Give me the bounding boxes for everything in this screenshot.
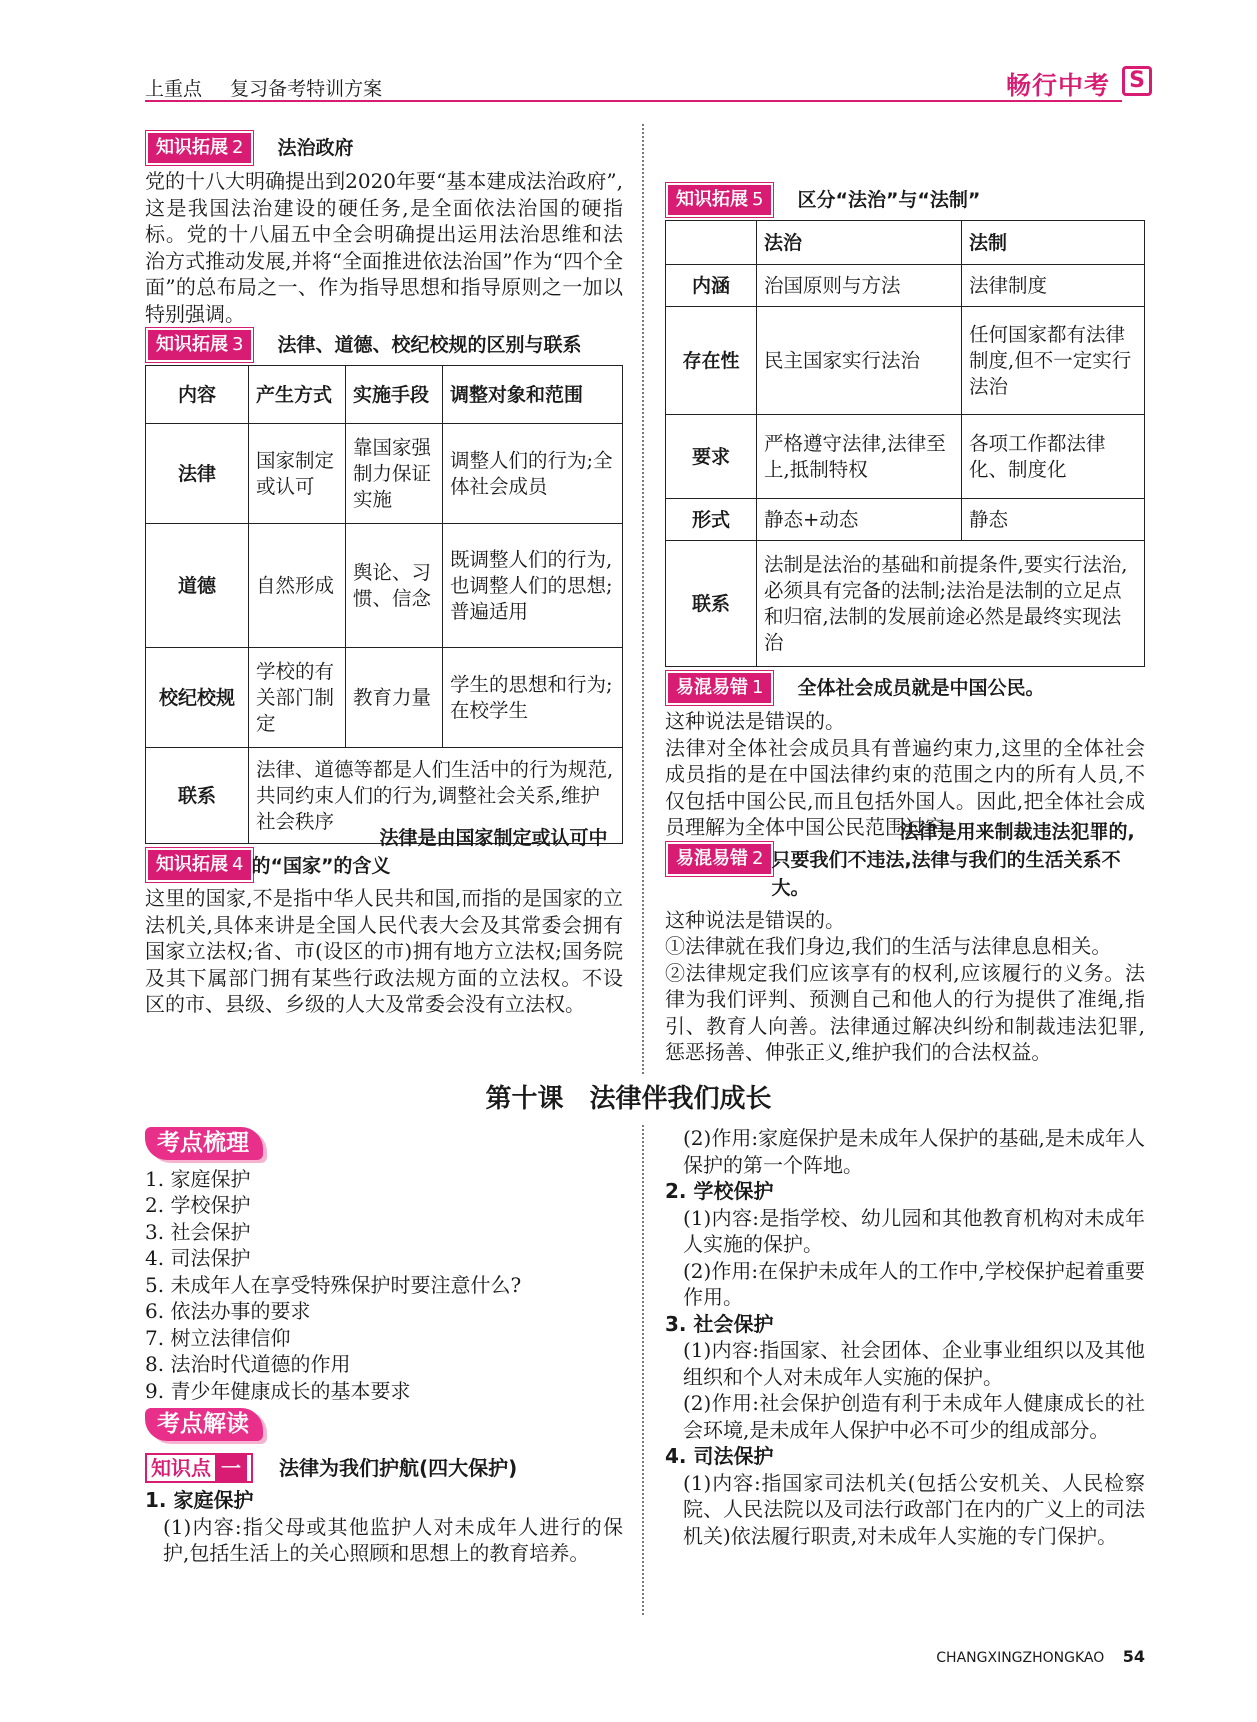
table-cell: 舆论、习惯、信念 (346, 524, 443, 648)
ext2-body: 党的十八大明确提出到2020年要“基本建成法治政府”,这是我国法治建设的硬任务,是全面依法治国的硬指标。党的十八届五中全会明确提出运用法治思维和法治方式推动发展,并将“全面推进依法治国”作为“四个全面”的总布局之一、作为指导思想和指导原则之一加以特别强调。 (145, 169, 623, 326)
left-column-top (145, 130, 623, 1018)
outline-list (145, 1166, 623, 1405)
table-row (666, 415, 1145, 499)
left-column-bottom (145, 1125, 623, 1567)
ext-tag: 知识拓展 5 (668, 185, 771, 215)
section-heading: 1. 家庭保护 (145, 1488, 254, 1512)
page-number: 54 (1122, 1647, 1145, 1666)
knowledge-point-heading (145, 1453, 623, 1484)
knowledge-point-badge: 知识点 一 (145, 1453, 253, 1484)
err2-p1: 这种说法是错误的。 (665, 907, 845, 932)
table-cell: 校纪校规 (146, 648, 249, 748)
ext4-body: 这里的国家,不是指中华人民共和国,而指的是国家的立法机关,具体来讲是全国人民代表大会及其常委会拥有国家立法权;省、市(设区的市)拥有地方立法权;国务院及其下属部门拥有某些行政法规方面的立法权。不设区的市、县级、乡级的人大及常委会没有立法权。 (145, 886, 623, 1016)
brand-name: 畅行中考 (1005, 71, 1110, 100)
list-item: 2. 学校保护 (145, 1193, 251, 1217)
page-header (145, 62, 1152, 102)
err-tag: 易混易错 1 (668, 673, 771, 703)
list-item: 3. 社会保护 (145, 1219, 251, 1244)
column-divider-top (642, 124, 644, 1074)
section-heading: 2. 学校保护 (665, 1179, 774, 1203)
err1-title: 全体社会成员就是中国公民。 (797, 676, 1045, 699)
footer-text: CHANGXINGZHONGKAO (936, 1650, 1105, 1666)
section-text: (1)内容:指国家司法机关(包括公安机关、人民检察院、人民法院以及司法行政部门在内的广义上的司法机关)依法履行职责,对未成年人实施的专门保护。 (683, 1470, 1145, 1548)
table-row (666, 499, 1145, 541)
table-row (146, 524, 623, 648)
err2-p2: ①法律就在我们身边,我们的生活与法律息息相关。 (665, 934, 1112, 958)
list-item: 9. 青少年健康成长的基本要求 (145, 1378, 411, 1403)
table-header: 调整对象和范围 (443, 366, 623, 424)
header-subtitle: 复习备考特训方案 (230, 78, 383, 100)
ext4-title: 法律是由国家制定或认可中的“国家”的含义 (251, 827, 608, 877)
section-text: (1)内容:指国家、社会团体、企业事业组织以及其他组织和个人对未成年人实施的保护。 (683, 1338, 1145, 1389)
ext-tag: 知识拓展 2 (148, 133, 251, 163)
list-item: 8. 法治时代道德的作用 (145, 1352, 351, 1376)
table-cell: 各项工作都法律化、制度化 (962, 415, 1145, 499)
ext4-heading (145, 827, 623, 880)
table-cell: 形式 (666, 499, 757, 541)
table-cell: 学生的思想和行为;在校学生 (443, 648, 623, 748)
section-text: (1)内容:指父母或其他监护人对未成年人进行的保护,包括生活上的关心照顾和思想上的教育培养。 (163, 1514, 623, 1565)
right-column-top (665, 182, 1145, 1066)
header-series: 上重点 (145, 78, 203, 100)
section-heading: 4. 司法保护 (665, 1444, 774, 1468)
knowledge-point-title: 法律为我们护航(四大保护) (279, 1455, 518, 1480)
rule-of-law-table (665, 220, 1145, 667)
brand-logo: S (1122, 66, 1152, 96)
table-header: 法制 (962, 221, 1145, 265)
table-cell: 国家制定或认可 (249, 424, 346, 524)
list-item: 5. 未成年人在享受特殊保护时要注意什么? (145, 1272, 522, 1297)
table-cell: 联系 (666, 541, 757, 667)
section-text: (1)内容:是指学校、幼儿园和其他教育机构对未成年人实施的保护。 (683, 1205, 1145, 1256)
header-rule (145, 100, 1122, 102)
list-item: 1. 家庭保护 (145, 1166, 251, 1191)
table-cell: 法制是法治的基础和前提条件,要实行法治,必须具有完备的法制;法治是法制的立足点和归宿,法制的发展前途必然是最终实现法治 (757, 541, 1145, 667)
table-header: 法治 (757, 221, 962, 265)
table-cell: 民主国家实行法治 (757, 307, 962, 415)
table-cell: 靠国家强制力保证实施 (346, 424, 443, 524)
ext5-heading (665, 185, 1145, 215)
table-cell: 自然形成 (249, 524, 346, 648)
table-cell: 治国原则与方法 (757, 265, 962, 307)
ext3-title: 法律、道德、校纪校规的区别与联系 (277, 333, 582, 356)
err1-heading (665, 673, 1145, 703)
section-heading: 3. 社会保护 (665, 1311, 774, 1336)
section-text: (2)作用:家庭保护是未成年人保护的基础,是未成年人保护的第一个阵地。 (683, 1126, 1145, 1177)
table-cell: 严格遵守法律,法律至上,抵制特权 (757, 415, 962, 499)
section-text: (2)作用:社会保护创造有利于未成年人健康成长的社会环境,是未成年人保护中必不可少的组成部分。 (683, 1391, 1145, 1442)
header-left (145, 74, 404, 101)
ext3-heading (145, 330, 623, 360)
ext5-title: 区分“法治”与“法制” (797, 188, 981, 211)
table-row (146, 424, 623, 524)
law-moral-table (145, 365, 623, 844)
table-cell: 任何国家都有法律制度,但不一定实行法治 (962, 307, 1145, 415)
err1-p1: 这种说法是错误的。 (665, 709, 845, 733)
table-header: 产生方式 (249, 366, 346, 424)
err-tag: 易混易错 2 (668, 844, 771, 874)
interp-label: 考点解读 (145, 1408, 263, 1441)
table-cell: 既调整人们的行为,也调整人们的思想;普遍适用 (443, 524, 623, 648)
table-cell: 法律 (146, 424, 249, 524)
table-cell: 联系 (146, 748, 249, 844)
table-row (146, 648, 623, 748)
table-cell: 教育力量 (346, 648, 443, 748)
outline-label: 考点梳理 (145, 1127, 263, 1160)
column-divider-bottom (642, 1125, 644, 1615)
table-row (666, 307, 1145, 415)
table-row (666, 541, 1145, 667)
err2-title: 法律是用来制裁违法犯罪的,只要我们不违法,法律与我们的生活关系不大。 (771, 820, 1135, 899)
table-header: 实施手段 (346, 366, 443, 424)
table-cell: 内涵 (666, 265, 757, 307)
table-cell: 存在性 (666, 307, 757, 415)
lesson-title: 第十课 法律伴我们成长 (485, 1084, 772, 1114)
ext2-heading (145, 133, 623, 163)
ext2-title: 法治政府 (277, 136, 354, 159)
ext-tag: 知识拓展 4 (148, 850, 251, 880)
table-header (666, 221, 757, 265)
table-cell: 道德 (146, 524, 249, 648)
err2-p3: ②法律规定我们应该享有的权利,应该履行的义务。法律为我们评判、预测自己和他人的行为提供了准绳,指引、教育人向善。法律通过解决纠纷和制裁违法犯罪,惩恶扬善、伸张正义,维护我们的合法权益。 (665, 960, 1145, 1064)
table-cell: 法律制度 (962, 265, 1145, 307)
table-row (666, 265, 1145, 307)
list-item: 7. 树立法律信仰 (145, 1325, 291, 1350)
err2-heading (665, 820, 1145, 902)
table-header: 内容 (146, 366, 249, 424)
err1-p2: 法律对全体社会成员具有普遍约束力,这里的全体社会成员指的是在中国法律约束的范围之内的所有人员,不仅包括中国公民,而且包括外国人。因此,把全体社会成员理解为全体中国公民范围过窄。 (665, 735, 1145, 839)
table-cell: 法律、道德等都是人们生活中的行为规范,共同约束人们的行为,调整社会关系,维护社会秩序 (249, 748, 623, 844)
section-text: (2)作用:在保护未成年人的工作中,学校保护起着重要作用。 (683, 1258, 1145, 1309)
page-footer (936, 1647, 1145, 1666)
table-cell: 要求 (666, 415, 757, 499)
table-cell: 静态+动态 (757, 499, 962, 541)
list-item: 6. 依法办事的要求 (145, 1299, 311, 1323)
table-cell: 静态 (962, 499, 1145, 541)
right-column-bottom (665, 1125, 1145, 1549)
table-cell: 学校的有关部门制定 (249, 648, 346, 748)
table-cell: 调整人们的行为;全体社会成员 (443, 424, 623, 524)
ext-tag: 知识拓展 3 (148, 330, 251, 360)
list-item: 4. 司法保护 (145, 1246, 251, 1270)
